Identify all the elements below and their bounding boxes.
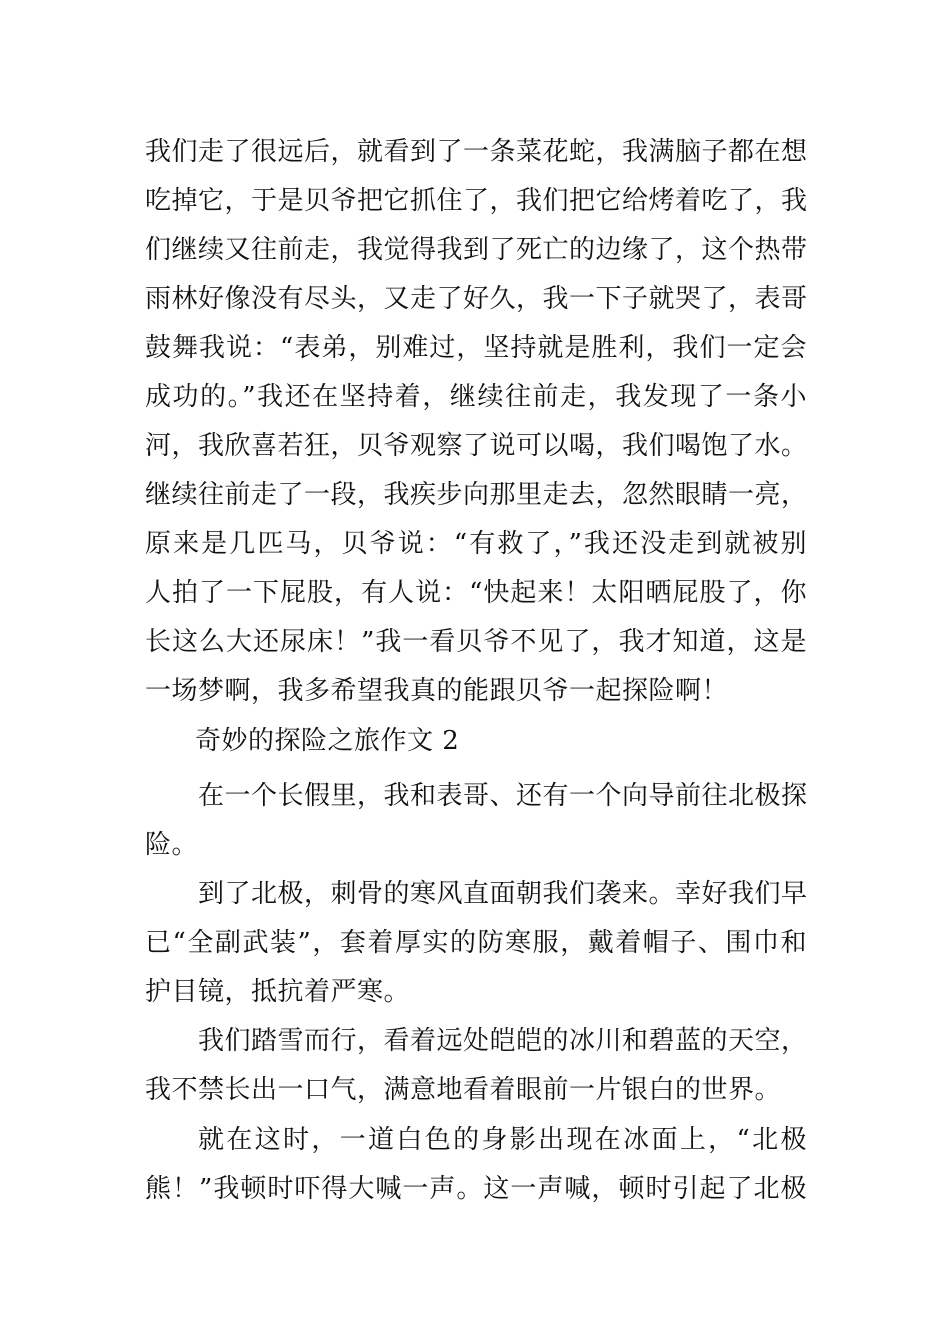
paragraph-snow-walk xyxy=(145,1017,807,1115)
text-line: 我不禁长出一口气，满意地看着眼前一片银白的世界。 xyxy=(145,1075,782,1105)
text-line: 我们踏雪而行，看着远处皑皑的冰川和碧蓝的天空， xyxy=(198,1026,808,1056)
text-line: 一场梦啊，我多希望我真的能跟贝爷一起探险啊！ xyxy=(145,676,729,706)
text-line: 继续往前走了一段，我疾步向那里走去，忽然眼睛一亮， xyxy=(145,480,808,510)
title-text: 奇妙的探险之旅作文 2 xyxy=(195,726,460,756)
text-line: 鼓舞我说：“表弟，别难过，坚持就是胜利，我们一定会 xyxy=(145,333,807,363)
text-line: 河，我欣喜若狂，贝爷观察了说可以喝，我们喝饱了水。 xyxy=(145,431,808,461)
text-line: 我们走了很远后，就看到了一条菜花蛇，我满脑子都在想 xyxy=(145,137,808,167)
essay-title xyxy=(195,717,459,766)
text-line: 在一个长假里，我和表哥、还有一个向导前往北极探 xyxy=(198,781,808,811)
text-line: 成功的。”我还在坚持着，继续往前走，我发现了一条小 xyxy=(145,382,807,412)
text-line: 们继续又往前走，我觉得我到了死亡的边缘了，这个热带 xyxy=(145,235,808,265)
text-line: 人拍了一下屁股，有人说：“快起来！太阳晒屁股了，你 xyxy=(145,578,807,608)
text-line: 长这么大还尿床！”我一看贝爷不见了，我才知道，这是 xyxy=(145,627,807,657)
text-line: 护目镜，抵抗着严寒。 xyxy=(145,977,411,1007)
paragraph-arctic-intro xyxy=(145,772,807,870)
text-line: 已“全副武装”，套着厚实的防寒服，戴着帽子、围巾和 xyxy=(145,928,807,958)
text-line: 就在这时，一道白色的身影出现在冰面上，“北极 xyxy=(198,1125,807,1155)
text-line: 原来是几匹马，贝爷说：“有救了，”我还没走到就被别 xyxy=(145,529,807,559)
text-line: 吃掉它，于是贝爷把它抓住了，我们把它给烤着吃了，我 xyxy=(145,186,808,216)
text-line: 雨林好像没有尽头，又走了好久，我一下子就哭了，表哥 xyxy=(145,284,808,314)
text-line: 到了北极，刺骨的寒风直面朝我们袭来。幸好我们早 xyxy=(198,879,808,909)
text-line: 熊！”我顿时吓得大喊一声。这一声喊，顿时引起了北极 xyxy=(145,1174,807,1204)
paragraph-arrival xyxy=(145,870,807,1017)
paragraph-polar-bear xyxy=(145,1116,807,1214)
text-line: 险。 xyxy=(145,830,199,860)
paragraph-dream-story xyxy=(145,128,807,716)
